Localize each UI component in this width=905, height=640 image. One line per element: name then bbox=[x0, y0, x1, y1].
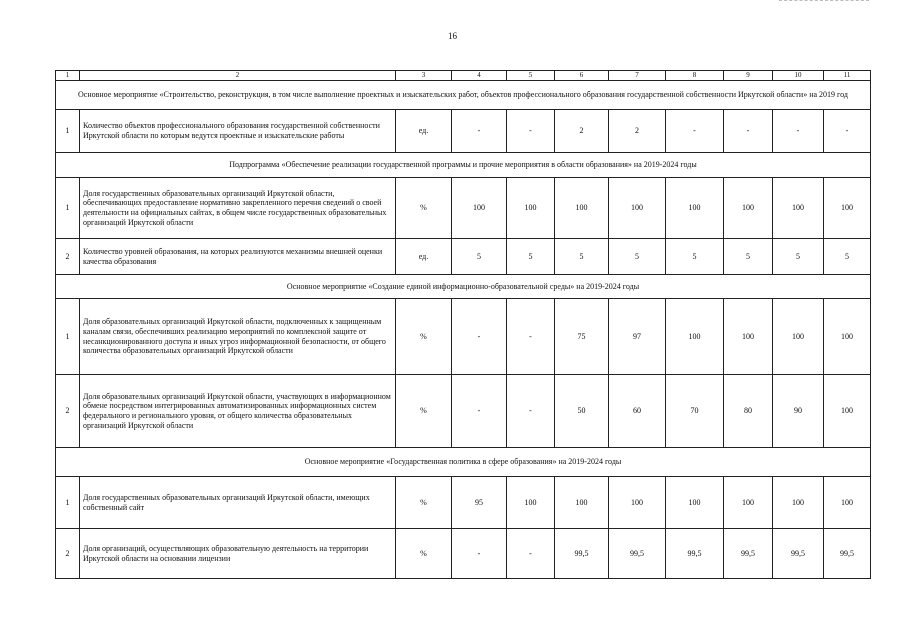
column-header: 5 bbox=[507, 71, 555, 81]
value-cell: 100 bbox=[666, 299, 724, 375]
value-cell: 100 bbox=[555, 178, 609, 239]
value-cell: 100 bbox=[452, 178, 507, 239]
indicator-name: Количество уровней образования, на которых реализуются механизмы внешней оценки качества образования bbox=[80, 239, 396, 275]
column-number-row bbox=[56, 71, 871, 81]
row-number: 1 bbox=[56, 477, 80, 529]
column-header: 2 bbox=[80, 71, 396, 81]
value-cell: 100 bbox=[666, 178, 724, 239]
column-header: 10 bbox=[773, 71, 824, 81]
value-cell: 99,5 bbox=[666, 529, 724, 579]
value-cell: 100 bbox=[609, 477, 666, 529]
value-cell: 99,5 bbox=[724, 529, 773, 579]
value-cell: 2 bbox=[609, 110, 666, 153]
value-cell: 100 bbox=[724, 477, 773, 529]
indicator-name: Доля образовательных организаций Иркутской области, подключенных к защищенным каналам связи, обеспечивших реализацию мероприятий по комплексной защите от несанкционированного доступа и иных угроз информационной безопасности, от общего количества образовательных организаций Иркутской области bbox=[80, 299, 396, 375]
value-cell: 99,5 bbox=[773, 529, 824, 579]
value-cell: 100 bbox=[773, 178, 824, 239]
value-cell: 100 bbox=[724, 299, 773, 375]
table-row bbox=[56, 529, 871, 579]
value-cell: 97 bbox=[609, 299, 666, 375]
value-cell: 100 bbox=[507, 477, 555, 529]
value-cell: - bbox=[666, 110, 724, 153]
unit-cell: ед. bbox=[396, 110, 452, 153]
value-cell: 50 bbox=[555, 375, 609, 448]
section-title: Подпрограмма «Обеспечение реализации государственной программы и прочие мероприятия в области образования» на 2019-2024 годы bbox=[56, 153, 871, 178]
section-title: Основное мероприятие «Строительство, реконструкция, в том числе выполнение проектных и изыскательских работ, объектов профессионального образования государственной собственности Иркутской области» на 2019 год bbox=[56, 81, 871, 110]
section-title-row bbox=[56, 81, 871, 110]
indicator-name: Доля государственных образовательных организаций Иркутской области, имеющих собственный сайт bbox=[80, 477, 396, 529]
value-cell: 5 bbox=[555, 239, 609, 275]
row-number: 1 bbox=[56, 178, 80, 239]
value-cell: - bbox=[724, 110, 773, 153]
section-title-row bbox=[56, 448, 871, 477]
unit-cell: % bbox=[396, 178, 452, 239]
value-cell: - bbox=[452, 299, 507, 375]
value-cell: 80 bbox=[724, 375, 773, 448]
value-cell: - bbox=[452, 110, 507, 153]
table-row bbox=[56, 110, 871, 153]
column-header: 7 bbox=[609, 71, 666, 81]
column-header: 3 bbox=[396, 71, 452, 81]
column-header: 6 bbox=[555, 71, 609, 81]
value-cell: 60 bbox=[609, 375, 666, 448]
value-cell: - bbox=[507, 299, 555, 375]
value-cell: 100 bbox=[609, 178, 666, 239]
column-header: 11 bbox=[824, 71, 871, 81]
value-cell: 99,5 bbox=[609, 529, 666, 579]
column-header: 1 bbox=[56, 71, 80, 81]
value-cell: 100 bbox=[724, 178, 773, 239]
value-cell: 100 bbox=[824, 299, 871, 375]
value-cell: 100 bbox=[824, 375, 871, 448]
indicators-table bbox=[55, 70, 871, 579]
value-cell: - bbox=[452, 375, 507, 448]
row-number: 2 bbox=[56, 239, 80, 275]
value-cell: - bbox=[507, 110, 555, 153]
value-cell: 70 bbox=[666, 375, 724, 448]
value-cell: 5 bbox=[452, 239, 507, 275]
value-cell: - bbox=[452, 529, 507, 579]
section-title-row bbox=[56, 153, 871, 178]
value-cell: 5 bbox=[824, 239, 871, 275]
value-cell: 100 bbox=[507, 178, 555, 239]
row-number: 1 bbox=[56, 299, 80, 375]
value-cell: 5 bbox=[773, 239, 824, 275]
value-cell: 100 bbox=[824, 178, 871, 239]
indicator-name: Количество объектов профессионального образования государственной собственности Иркутской области по которым ведутся проектные и изыскательские работы bbox=[80, 110, 396, 153]
section-title-row bbox=[56, 275, 871, 299]
value-cell: - bbox=[507, 375, 555, 448]
unit-cell: % bbox=[396, 375, 452, 448]
value-cell: 100 bbox=[773, 299, 824, 375]
section-title: Основное мероприятие «Государственная политика в сфере образования» на 2019-2024 годы bbox=[56, 448, 871, 477]
value-cell: 5 bbox=[507, 239, 555, 275]
unit-cell: ед. bbox=[396, 239, 452, 275]
indicator-name: Доля образовательных организаций Иркутской области, участвующих в информационном обмене посредством интегрированных автоматизированных информационных систем федерального и регионального уровня, от общего количества образовательных организаций Иркутской области bbox=[80, 375, 396, 448]
table-row bbox=[56, 178, 871, 239]
value-cell: 95 bbox=[452, 477, 507, 529]
unit-cell: % bbox=[396, 477, 452, 529]
table-row bbox=[56, 375, 871, 448]
column-header: 8 bbox=[666, 71, 724, 81]
value-cell: 100 bbox=[666, 477, 724, 529]
value-cell: 90 bbox=[773, 375, 824, 448]
table-row bbox=[56, 477, 871, 529]
value-cell: - bbox=[824, 110, 871, 153]
table-row bbox=[56, 239, 871, 275]
value-cell: 75 bbox=[555, 299, 609, 375]
table-row bbox=[56, 299, 871, 375]
value-cell: 100 bbox=[555, 477, 609, 529]
page-number: 16 bbox=[448, 31, 457, 41]
section-title: Основное мероприятие «Создание единой информационно-образовательной среды» на 2019-2024 годы bbox=[56, 275, 871, 299]
column-header: 9 bbox=[724, 71, 773, 81]
value-cell: - bbox=[773, 110, 824, 153]
row-number: 2 bbox=[56, 529, 80, 579]
value-cell: 5 bbox=[724, 239, 773, 275]
row-number: 1 bbox=[56, 110, 80, 153]
value-cell: - bbox=[507, 529, 555, 579]
value-cell: 5 bbox=[609, 239, 666, 275]
row-number: 2 bbox=[56, 375, 80, 448]
column-header: 4 bbox=[452, 71, 507, 81]
indicator-name: Доля государственных образовательных организаций Иркутской области, обеспечивающих предоставление нормативно закрепленного перечня сведений о своей деятельности на официальных сайтах, в общем числе государственных образовательных организаций Иркутской области bbox=[80, 178, 396, 239]
value-cell: 100 bbox=[773, 477, 824, 529]
scan-artifact bbox=[779, 0, 869, 3]
value-cell: 99,5 bbox=[555, 529, 609, 579]
value-cell: 5 bbox=[666, 239, 724, 275]
unit-cell: % bbox=[396, 299, 452, 375]
value-cell: 2 bbox=[555, 110, 609, 153]
value-cell: 99,5 bbox=[824, 529, 871, 579]
indicator-name: Доля организаций, осуществляющих образовательную деятельность на территории Иркутской области на основании лицензии bbox=[80, 529, 396, 579]
unit-cell: % bbox=[396, 529, 452, 579]
value-cell: 100 bbox=[824, 477, 871, 529]
